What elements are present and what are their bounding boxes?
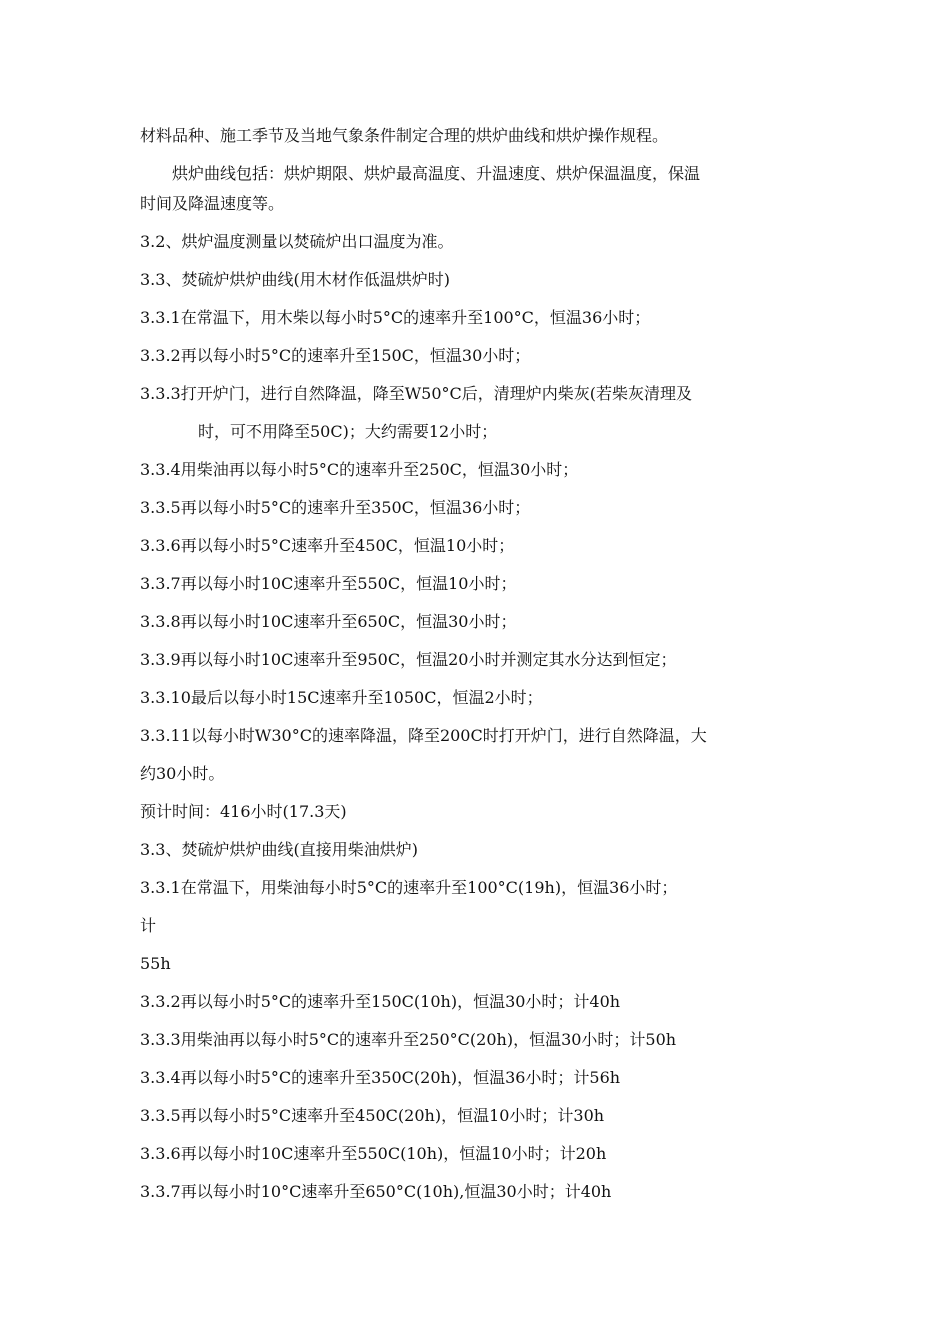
list-item: 3.3.5再以每小时5°C速率升至450C(20h)，恒温10小时；计30h <box>140 1106 605 1125</box>
list-item: 3.3.4用柴油再以每小时5°C的速率升至250C，恒温30小时； <box>140 460 579 479</box>
section-heading: 3.3、焚硫炉烘炉曲线(直接用柴油烘炉) <box>140 840 418 859</box>
list-item: 3.3.5再以每小时5°C的速率升至350C，恒温36小时； <box>140 498 531 517</box>
list-item-continuation: 时，可不用降至50C)；大约需要12小时； <box>198 422 498 441</box>
list-item: 3.3.6再以每小时5°C速率升至450C，恒温10小时； <box>140 536 515 555</box>
list-item: 3.3.4再以每小时5°C的速率升至350C(20h)，恒温36小时；计56h <box>140 1068 621 1087</box>
list-item: 3.3.2再以每小时5°C的速率升至150C，恒温30小时； <box>140 346 531 365</box>
list-item: 3.3.7再以每小时10C速率升至550C，恒温10小时； <box>140 574 517 593</box>
list-item: 3.3.8再以每小时10C速率升至650C，恒温30小时； <box>140 612 517 631</box>
section-heading: 3.2、烘炉温度测量以焚硫炉出口温度为准。 <box>140 232 454 251</box>
list-item: 3.3.1在常温下，用木柴以每小时5°C的速率升至100°C，恒温36小时； <box>140 308 651 327</box>
list-item: 3.3.1在常温下，用柴油每小时5°C的速率升至100°C(19h)，恒温36小时； <box>140 878 678 897</box>
list-item: 3.3.6再以每小时10C速率升至550C(10h)，恒温10小时；计20h <box>140 1144 607 1163</box>
list-item: 3.3.11以每小时W30°C的速率降温，降至200C时打开炉门，进行自然降温，大 <box>140 726 707 745</box>
section-heading: 3.3、焚硫炉烘炉曲线(用木材作低温烘炉时) <box>140 270 450 289</box>
paragraph-line: 烘炉曲线包括：烘炉期限、烘炉最高温度、升温速度、烘炉保温温度，保温 <box>172 164 701 183</box>
list-item-continuation: 约30小时。 <box>140 764 225 783</box>
list-item: 3.3.9再以每小时10C速率升至950C，恒温20小时并测定其水分达到恒定； <box>140 650 677 669</box>
list-item: 3.3.3用柴油再以每小时5°C的速率升至250°C(20h)，恒温30小时；计50h <box>140 1030 677 1049</box>
list-item: 3.3.2再以每小时5°C的速率升至150C(10h)，恒温30小时；计40h <box>140 992 621 1011</box>
list-item: 3.3.3打开炉门，进行自然降温，降至W50°C后，清理炉内柴灰(若柴灰清理及 <box>140 384 693 403</box>
list-item: 3.3.7再以每小时10°C速率升至650°C(10h),恒温30小时；计40h <box>140 1182 612 1201</box>
paragraph-line: 材料品种、施工季节及当地气象条件制定合理的烘炉曲线和烘炉操作规程。 <box>140 126 669 145</box>
paragraph-line: 时间及降温速度等。 <box>140 194 285 213</box>
list-item-continuation: 计 <box>140 916 157 935</box>
list-item-continuation: 55h <box>140 954 171 973</box>
list-item: 3.3.10最后以每小时15C速率升至1050C，恒温2小时； <box>140 688 543 707</box>
estimated-time: 预计时间：416小时(17.3天) <box>140 802 347 821</box>
